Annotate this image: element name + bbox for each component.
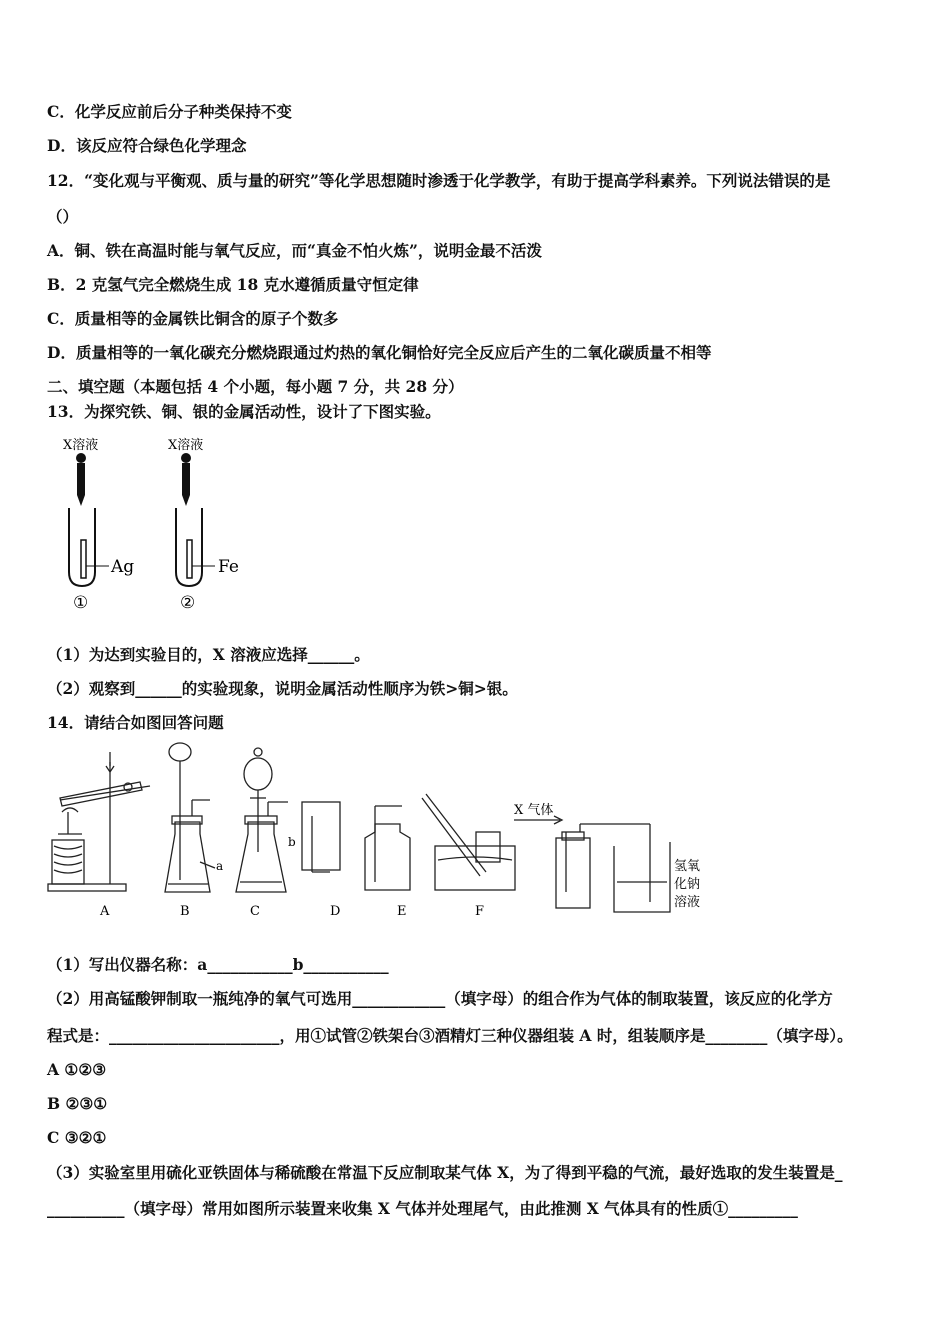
q14-part2-line2: 程式是：______________________，用①试管②铁架台③酒精灯三种仪器组装 A 时，组装顺序是________（填字母）。 bbox=[47, 1026, 853, 1045]
gas-collection-setup bbox=[514, 816, 670, 912]
metal-strip-2 bbox=[187, 540, 192, 578]
question-14: 14．请结合如图回答问题 bbox=[47, 713, 224, 732]
q14-part3-line1: （3）实验室里用硫化亚铁固体与稀硫酸在常温下反应制取某气体 X，为了得到平稳的气流，最好选取的发生装置是_ bbox=[47, 1163, 843, 1182]
option-d-12: D．质量相等的一氧化碳充分燃烧跟通过灼热的氧化铜恰好完全反应后产生的二氧化碳质量不相等 bbox=[47, 343, 712, 362]
q14-part1: （1）写出仪器名称：a___________b___________ bbox=[47, 955, 389, 974]
label-b-mark: b bbox=[288, 835, 296, 849]
label-A: A bbox=[100, 904, 110, 919]
choice-b: B ②③① bbox=[47, 1094, 108, 1113]
question-12: 12．“变化观与平衡观、质与量的研究”等化学思想随时渗透于化学教学，有助于提高学科素养。下列说法错误的是 bbox=[47, 171, 831, 190]
apparatus-d bbox=[302, 802, 340, 872]
figure-14 bbox=[40, 742, 710, 922]
dropper-2 bbox=[181, 453, 191, 506]
solution-label-1: 氢氧 bbox=[674, 859, 701, 874]
option-a-12: A．铜、铁在高温时能与氧气反应，而“真金不怕火炼”，说明金最不活泼 bbox=[47, 241, 542, 260]
question-13: 13．为探究铁、铜、银的金属活动性，设计了下图实验。 bbox=[47, 402, 441, 421]
metal-strip-1 bbox=[81, 540, 86, 578]
answer-bracket-12: （） bbox=[47, 207, 79, 226]
dropper-label-1: X溶液 bbox=[63, 438, 99, 453]
option-c-12: C．质量相等的金属铁比铜含的原子个数多 bbox=[47, 309, 339, 328]
q13-part1: （1）为达到实验目的，X 溶液应选择______。 bbox=[47, 645, 370, 664]
metal-label-1: Ag bbox=[111, 557, 135, 577]
test-tube-2 bbox=[176, 508, 202, 586]
apparatus-c bbox=[236, 748, 288, 892]
q14-part3-line2: __________（填字母）常用如图所示装置来收集 X 气体并处理尾气，由此推测 X 气体具有的性质①_________ bbox=[47, 1199, 798, 1218]
choice-c: C ③②① bbox=[47, 1128, 107, 1147]
option-d-11: D．该反应符合绿色化学理念 bbox=[47, 136, 247, 155]
tube-number-1: ① bbox=[73, 593, 89, 613]
solution-label-2: 化钠 bbox=[674, 877, 701, 892]
q14-part2-line1: （2）用高锰酸钾制取一瓶纯净的氧气可选用____________（填字母）的组合作为气体的制取装置，该反应的化学方 bbox=[47, 989, 833, 1008]
option-c-11: C．化学反应前后分子种类保持不变 bbox=[47, 102, 292, 121]
apparatus-e bbox=[365, 806, 410, 890]
test-tube-1 bbox=[69, 508, 95, 586]
dropper-1 bbox=[76, 453, 86, 506]
dropper-label-2: X溶液 bbox=[168, 438, 204, 453]
label-D: D bbox=[330, 904, 341, 919]
apparatus-f bbox=[422, 794, 515, 890]
choice-a: A ①②③ bbox=[47, 1060, 107, 1079]
q13-part2: （2）观察到______的实验现象，说明金属活动性顺序为铁>铜>银。 bbox=[47, 679, 518, 698]
label-C: C bbox=[250, 904, 260, 919]
metal-label-2: Fe bbox=[218, 557, 239, 577]
figure-13 bbox=[55, 432, 255, 617]
label-a-mark: a bbox=[216, 859, 224, 873]
apparatus-a bbox=[48, 752, 150, 891]
solution-label-3: 溶液 bbox=[674, 895, 701, 910]
label-B: B bbox=[180, 904, 190, 919]
apparatus-b bbox=[165, 743, 215, 892]
label-E: E bbox=[397, 904, 407, 919]
tube-number-2: ② bbox=[180, 593, 196, 613]
gas-label: X 气体 bbox=[514, 803, 554, 818]
label-F: F bbox=[475, 904, 485, 919]
option-b-12: B．2 克氢气完全燃烧生成 18 克水遵循质量守恒定律 bbox=[47, 275, 419, 294]
section-heading: 二、填空题（本题包括 4 个小题，每小题 7 分，共 28 分） bbox=[47, 377, 464, 396]
